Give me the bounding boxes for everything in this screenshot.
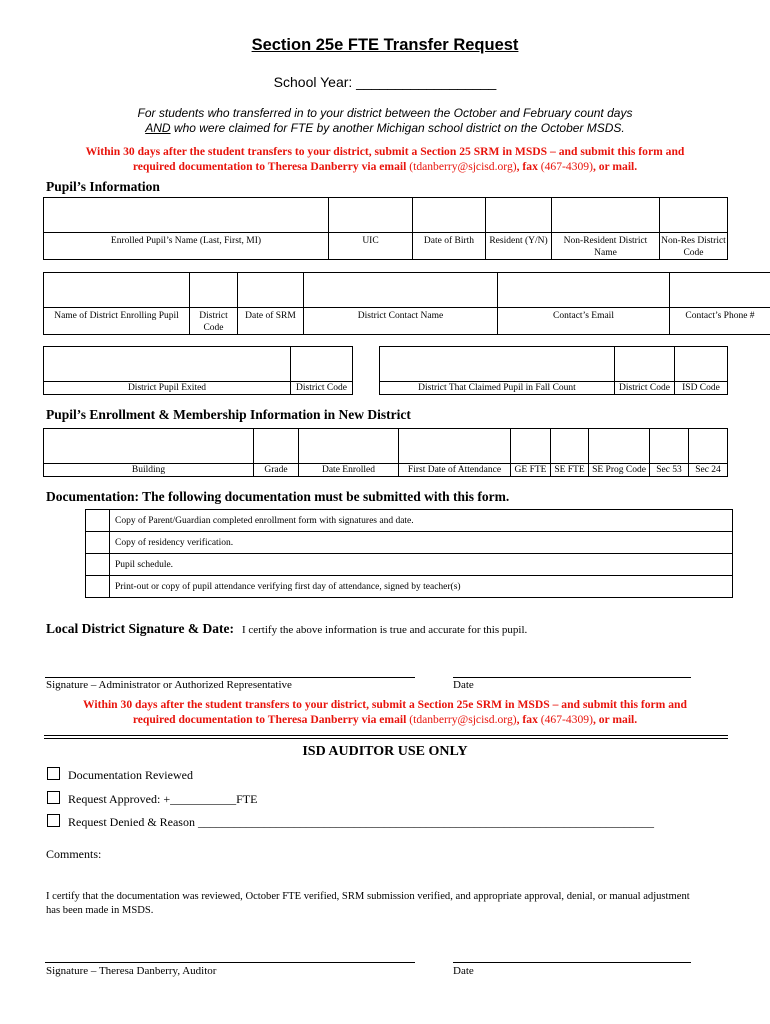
col-resident: Resident (Y/N) — [486, 233, 552, 260]
doc-item-3: Pupil schedule. — [110, 554, 733, 576]
exited-district-input[interactable] — [44, 347, 291, 382]
intro-and: AND — [145, 121, 171, 135]
documentation-heading: Documentation: The following documentation must be submitted with this form. — [46, 489, 510, 504]
section-divider-top — [44, 735, 728, 736]
enrolling-district-code-input[interactable] — [190, 273, 238, 308]
grade-input[interactable] — [254, 429, 299, 464]
notice-bottom-line1: Within 30 days after the student transfers to your district, submit a Section 25e SRM in MSDS – and submit this form and — [83, 698, 687, 711]
col-sec53: Sec 53 — [650, 464, 689, 477]
contact-email-input[interactable] — [498, 273, 670, 308]
local-signature-label: Signature – Administrator or Authorized Representative — [46, 679, 292, 691]
doc-checkbox-4[interactable] — [86, 576, 110, 598]
notice-top-email[interactable]: (tdanberry@sjcisd.org) — [409, 160, 517, 173]
col-dob: Date of Birth — [413, 233, 486, 260]
contact-name-input[interactable] — [304, 273, 498, 308]
auditor-signature-line[interactable] — [45, 962, 415, 963]
page-title: Section 25e FTE Transfer Request — [251, 36, 519, 54]
auditor-heading: ISD AUDITOR USE ONLY — [302, 744, 468, 759]
sec24-input[interactable] — [689, 429, 728, 464]
local-signature-line[interactable] — [45, 677, 415, 678]
col-srm-date: Date of SRM — [238, 308, 304, 335]
claimed-district-input[interactable] — [380, 347, 615, 382]
local-date-line[interactable] — [453, 677, 691, 678]
srm-date-input[interactable] — [238, 273, 304, 308]
col-uic: UIC — [329, 233, 413, 260]
ge-fte-input[interactable] — [511, 429, 551, 464]
notice-bottom-line2 — [0, 712, 770, 727]
notice-bottom-fax: (467-4309) — [540, 713, 593, 726]
uic-input[interactable] — [329, 198, 413, 233]
doc-checkbox-2[interactable] — [86, 532, 110, 554]
auditor-certify-line2: has been made in MSDS. — [46, 905, 154, 916]
pupil-info-heading: Pupil’s Information — [46, 179, 160, 194]
col-isd-code: ISD Code — [675, 382, 728, 395]
local-certify-text: I certify the above information is true and accurate for this pupil. — [241, 624, 528, 636]
doc-checkbox-1[interactable] — [86, 510, 110, 532]
claimed-district-table — [379, 346, 728, 395]
col-enrolling-district: Name of District Enrolling Pupil — [44, 308, 190, 335]
reviewed-checkbox[interactable] — [47, 767, 60, 780]
col-se-prog-code: SE Prog Code — [589, 464, 650, 477]
col-ge-fte: GE FTE — [511, 464, 551, 477]
col-nonres-district-name: Non-Resident District Name — [552, 233, 660, 260]
col-contact-email: Contact’s Email — [498, 308, 670, 335]
doc-item-2: Copy of residency verification. — [110, 532, 733, 554]
enrollment-heading: Pupil’s Enrollment & Membership Information in New District — [46, 407, 411, 422]
notice-top-line2a: required documentation to Theresa Danberry via email — [132, 160, 410, 173]
pupil-name-input[interactable] — [44, 198, 329, 233]
col-sec24: Sec 24 — [689, 464, 728, 477]
first-attendance-input[interactable] — [399, 429, 511, 464]
se-fte-input[interactable] — [551, 429, 589, 464]
notice-bottom-line2c: , or mail. — [592, 713, 638, 726]
intro-line2-rest: who were claimed for FTE by another Michigan school district on the October MSDS. — [170, 121, 625, 135]
col-contact-name: District Contact Name — [304, 308, 498, 335]
intro-text — [0, 106, 770, 136]
claimed-district-code-input[interactable] — [615, 347, 675, 382]
denied-label: Request Denied & Reason ____________________________________________________________________________ — [68, 815, 654, 829]
notice-top-line2 — [0, 159, 770, 174]
intro-line2 — [0, 121, 770, 136]
col-contact-phone: Contact’s Phone # — [670, 308, 770, 335]
col-claimed-district-code: District Code — [615, 382, 675, 395]
col-building: Building — [44, 464, 254, 477]
auditor-signature-label: Signature – Theresa Danberry, Auditor — [46, 965, 217, 977]
intro-line1: For students who transferred in to your district between the October and February count days — [137, 106, 633, 120]
sec53-input[interactable] — [650, 429, 689, 464]
comments-label: Comments: — [46, 847, 102, 861]
documentation-table — [85, 509, 733, 598]
exited-district-code-input[interactable] — [291, 347, 353, 382]
pupil-info-table — [43, 197, 728, 260]
doc-item-1: Copy of Parent/Guardian completed enrollment form with signatures and date. — [110, 510, 733, 532]
notice-top-line2b: , fax — [516, 160, 541, 173]
auditor-certify-line1: I certify that the documentation was reviewed, October FTE verified, SRM submission verified, and appropriate approval, denial, or manual adjustment — [46, 891, 690, 902]
notice-bottom-line2a: required documentation to Theresa Danberry via email — [132, 713, 410, 726]
notice-bottom-line2b: , fax — [516, 713, 541, 726]
date-enrolled-input[interactable] — [299, 429, 399, 464]
col-exited-district: District Pupil Exited — [44, 382, 291, 395]
col-claimed-district: District That Claimed Pupil in Fall Count — [380, 382, 615, 395]
local-signature-row — [46, 620, 527, 638]
notice-bottom — [0, 697, 770, 727]
contact-phone-input[interactable] — [670, 273, 770, 308]
auditor-date-label: Date — [453, 965, 474, 977]
se-prog-code-input[interactable] — [589, 429, 650, 464]
notice-bottom-email[interactable]: (tdanberry@sjcisd.org) — [409, 713, 517, 726]
isd-code-input[interactable] — [675, 347, 728, 382]
approved-checkbox[interactable] — [47, 791, 60, 804]
dob-input[interactable] — [413, 198, 486, 233]
building-input[interactable] — [44, 429, 254, 464]
local-date-label: Date — [453, 679, 474, 691]
approved-label: Request Approved: +___________FTE — [68, 792, 258, 806]
nonres-district-name-input[interactable] — [552, 198, 660, 233]
denied-checkbox[interactable] — [47, 814, 60, 827]
notice-top-line2c: , or mail. — [592, 160, 638, 173]
col-nonres-district-code: Non-Res District Code — [660, 233, 728, 260]
enrolling-district-table — [43, 272, 770, 335]
local-signature-heading: Local District Signature & Date: — [46, 621, 234, 636]
notice-top-fax: (467-4309) — [540, 160, 593, 173]
exited-district-table — [43, 346, 353, 395]
col-grade: Grade — [254, 464, 299, 477]
col-pupil-name: Enrolled Pupil’s Name (Last, First, MI) — [44, 233, 329, 260]
auditor-certify-text — [46, 890, 690, 918]
col-exited-district-code: District Code — [291, 382, 353, 395]
col-enrolling-district-code: District Code — [190, 308, 238, 335]
section-divider-bottom — [44, 738, 728, 739]
col-date-enrolled: Date Enrolled — [299, 464, 399, 477]
notice-top — [0, 144, 770, 174]
col-first-attendance: First Date of Attendance — [399, 464, 511, 477]
enrollment-table — [43, 428, 728, 477]
reviewed-label: Documentation Reviewed — [68, 768, 193, 782]
school-year-field[interactable]: School Year: __________________ — [273, 74, 497, 90]
notice-top-line1: Within 30 days after the student transfers to your district, submit a Section 25 SRM in MSDS – and submit this form and — [85, 145, 685, 158]
nonres-district-code-input[interactable] — [660, 198, 728, 233]
col-se-fte: SE FTE — [551, 464, 589, 477]
resident-input[interactable] — [486, 198, 552, 233]
doc-checkbox-3[interactable] — [86, 554, 110, 576]
auditor-date-line[interactable] — [453, 962, 691, 963]
doc-item-4: Print-out or copy of pupil attendance verifying first day of attendance, signed by teacher(s) — [110, 576, 733, 598]
enrolling-district-input[interactable] — [44, 273, 190, 308]
